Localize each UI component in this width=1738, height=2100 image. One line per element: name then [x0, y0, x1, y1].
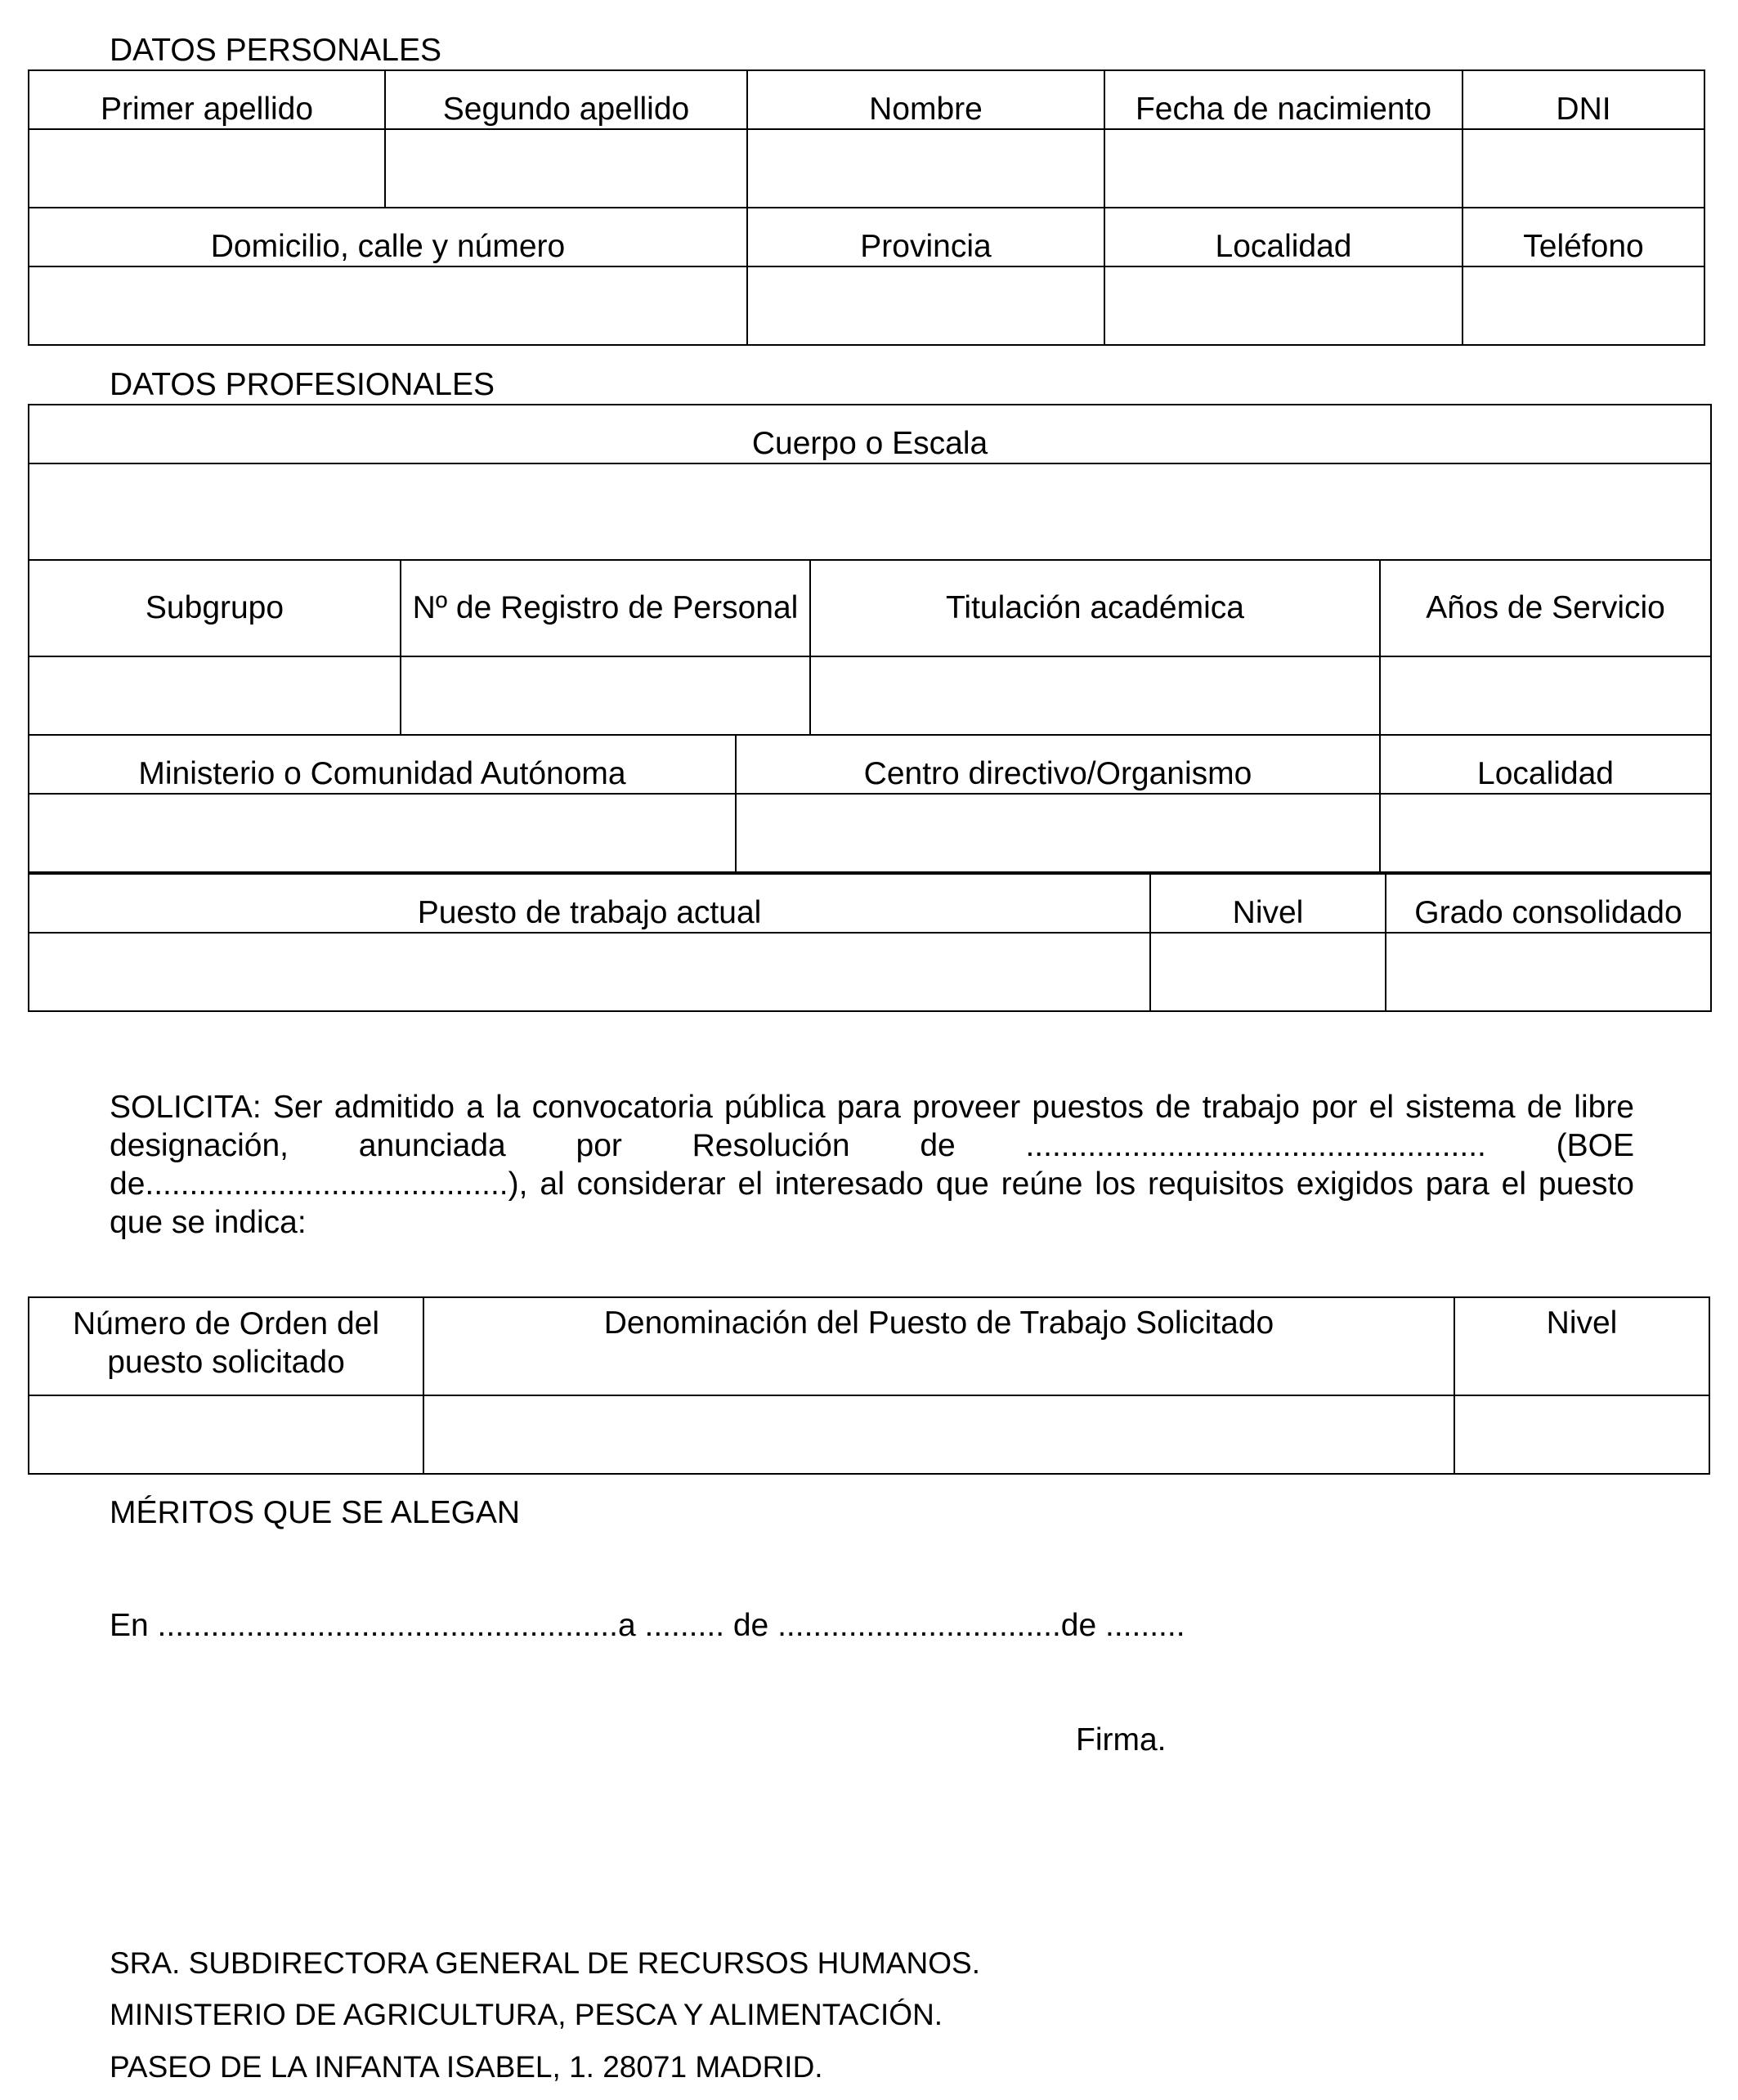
field-segundo-apellido[interactable]: [385, 129, 747, 208]
field-numero-orden[interactable]: [29, 1395, 423, 1474]
date-line: En ....................................................a ......... de ................................de .........: [110, 1608, 1185, 1643]
field-localidad[interactable]: [1104, 266, 1463, 345]
field-puesto-actual[interactable]: [29, 933, 1150, 1011]
header-provincia: Provincia: [747, 208, 1104, 266]
header-fecha-nacimiento: Fecha de nacimiento: [1104, 70, 1463, 129]
header-ministerio: Ministerio o Comunidad Autónoma: [29, 735, 736, 794]
header-cuerpo-escala: Cuerpo o Escala: [29, 405, 1711, 463]
professional-data-table: [28, 404, 1712, 873]
solicita-paragraph: SOLICITA: Ser admitido a la convocatoria pública para proveer puestos de trabajo por el sistema de libre designación, anunciada por Resolución de .................................................... (BOE de.........................................), al considerar el interesado que reúne los requisitos exigidos para el puesto que se indica:: [110, 1090, 1634, 1240]
address-line-3: PASEO DE LA INFANTA ISABEL, 1. 28071 MADRID.: [110, 2050, 823, 2084]
section-title-datos-profesionales: DATOS PROFESIONALES: [110, 367, 495, 402]
header-puesto-actual: Puesto de trabajo actual: [29, 874, 1150, 933]
field-fecha-nacimiento[interactable]: [1104, 129, 1463, 208]
field-ministerio[interactable]: [29, 794, 736, 872]
field-localidad-profesional[interactable]: [1380, 794, 1711, 872]
field-nivel-actual[interactable]: [1150, 933, 1386, 1011]
address-line-1: SRA. SUBDIRECTORA GENERAL DE RECURSOS HUMANOS.: [110, 1946, 980, 1980]
header-registro-personal: Nº de Registro de Personal: [401, 560, 810, 656]
field-grado-consolidado[interactable]: [1386, 933, 1711, 1011]
personal-data-table: [28, 69, 1705, 346]
header-localidad: Localidad: [1104, 208, 1463, 266]
header-nivel-solicitado: Nivel: [1454, 1297, 1709, 1395]
field-titulacion[interactable]: [810, 656, 1380, 735]
header-domicilio: Domicilio, calle y número: [29, 208, 747, 266]
section-title-meritos: MÉRITOS QUE SE ALEGAN: [110, 1495, 521, 1530]
address-line-2: MINISTERIO DE AGRICULTURA, PESCA Y ALIMENTACIÓN.: [110, 1998, 943, 2031]
puesto-solicitado-table: [28, 1296, 1710, 1475]
field-subgrupo[interactable]: [29, 656, 401, 735]
header-nivel-actual: Nivel: [1150, 874, 1386, 933]
field-nivel-solicitado[interactable]: [1454, 1395, 1709, 1474]
field-domicilio[interactable]: [29, 266, 747, 345]
field-nombre[interactable]: [747, 129, 1104, 208]
field-provincia[interactable]: [747, 266, 1104, 345]
header-grado-consolidado: Grado consolidado: [1386, 874, 1711, 933]
field-primer-apellido[interactable]: [29, 129, 385, 208]
firma-label: Firma.: [1076, 1722, 1167, 1757]
field-registro-personal[interactable]: [401, 656, 810, 735]
header-denominacion-puesto: Denominación del Puesto de Trabajo Solicitado: [423, 1297, 1454, 1395]
field-centro-directivo[interactable]: [736, 794, 1380, 872]
header-dni: DNI: [1463, 70, 1704, 129]
header-anos-servicio: Años de Servicio: [1380, 560, 1711, 656]
section-title-datos-personales: DATOS PERSONALES: [110, 33, 442, 68]
header-telefono: Teléfono: [1463, 208, 1704, 266]
field-dni[interactable]: [1463, 129, 1704, 208]
header-segundo-apellido: Segundo apellido: [385, 70, 747, 129]
header-numero-orden: Número de Orden del puesto solicitado: [29, 1297, 423, 1395]
field-anos-servicio[interactable]: [1380, 656, 1711, 735]
header-centro-directivo: Centro directivo/Organismo: [736, 735, 1380, 794]
header-titulacion: Titulación académica: [810, 560, 1380, 656]
header-nombre: Nombre: [747, 70, 1104, 129]
professional-data-table-lower: [28, 873, 1712, 1012]
header-localidad-profesional: Localidad: [1380, 735, 1711, 794]
field-telefono[interactable]: [1463, 266, 1704, 345]
field-cuerpo-escala[interactable]: [29, 463, 1711, 560]
field-denominacion-puesto[interactable]: [423, 1395, 1454, 1474]
header-subgrupo: Subgrupo: [29, 560, 401, 656]
header-primer-apellido: Primer apellido: [29, 70, 385, 129]
